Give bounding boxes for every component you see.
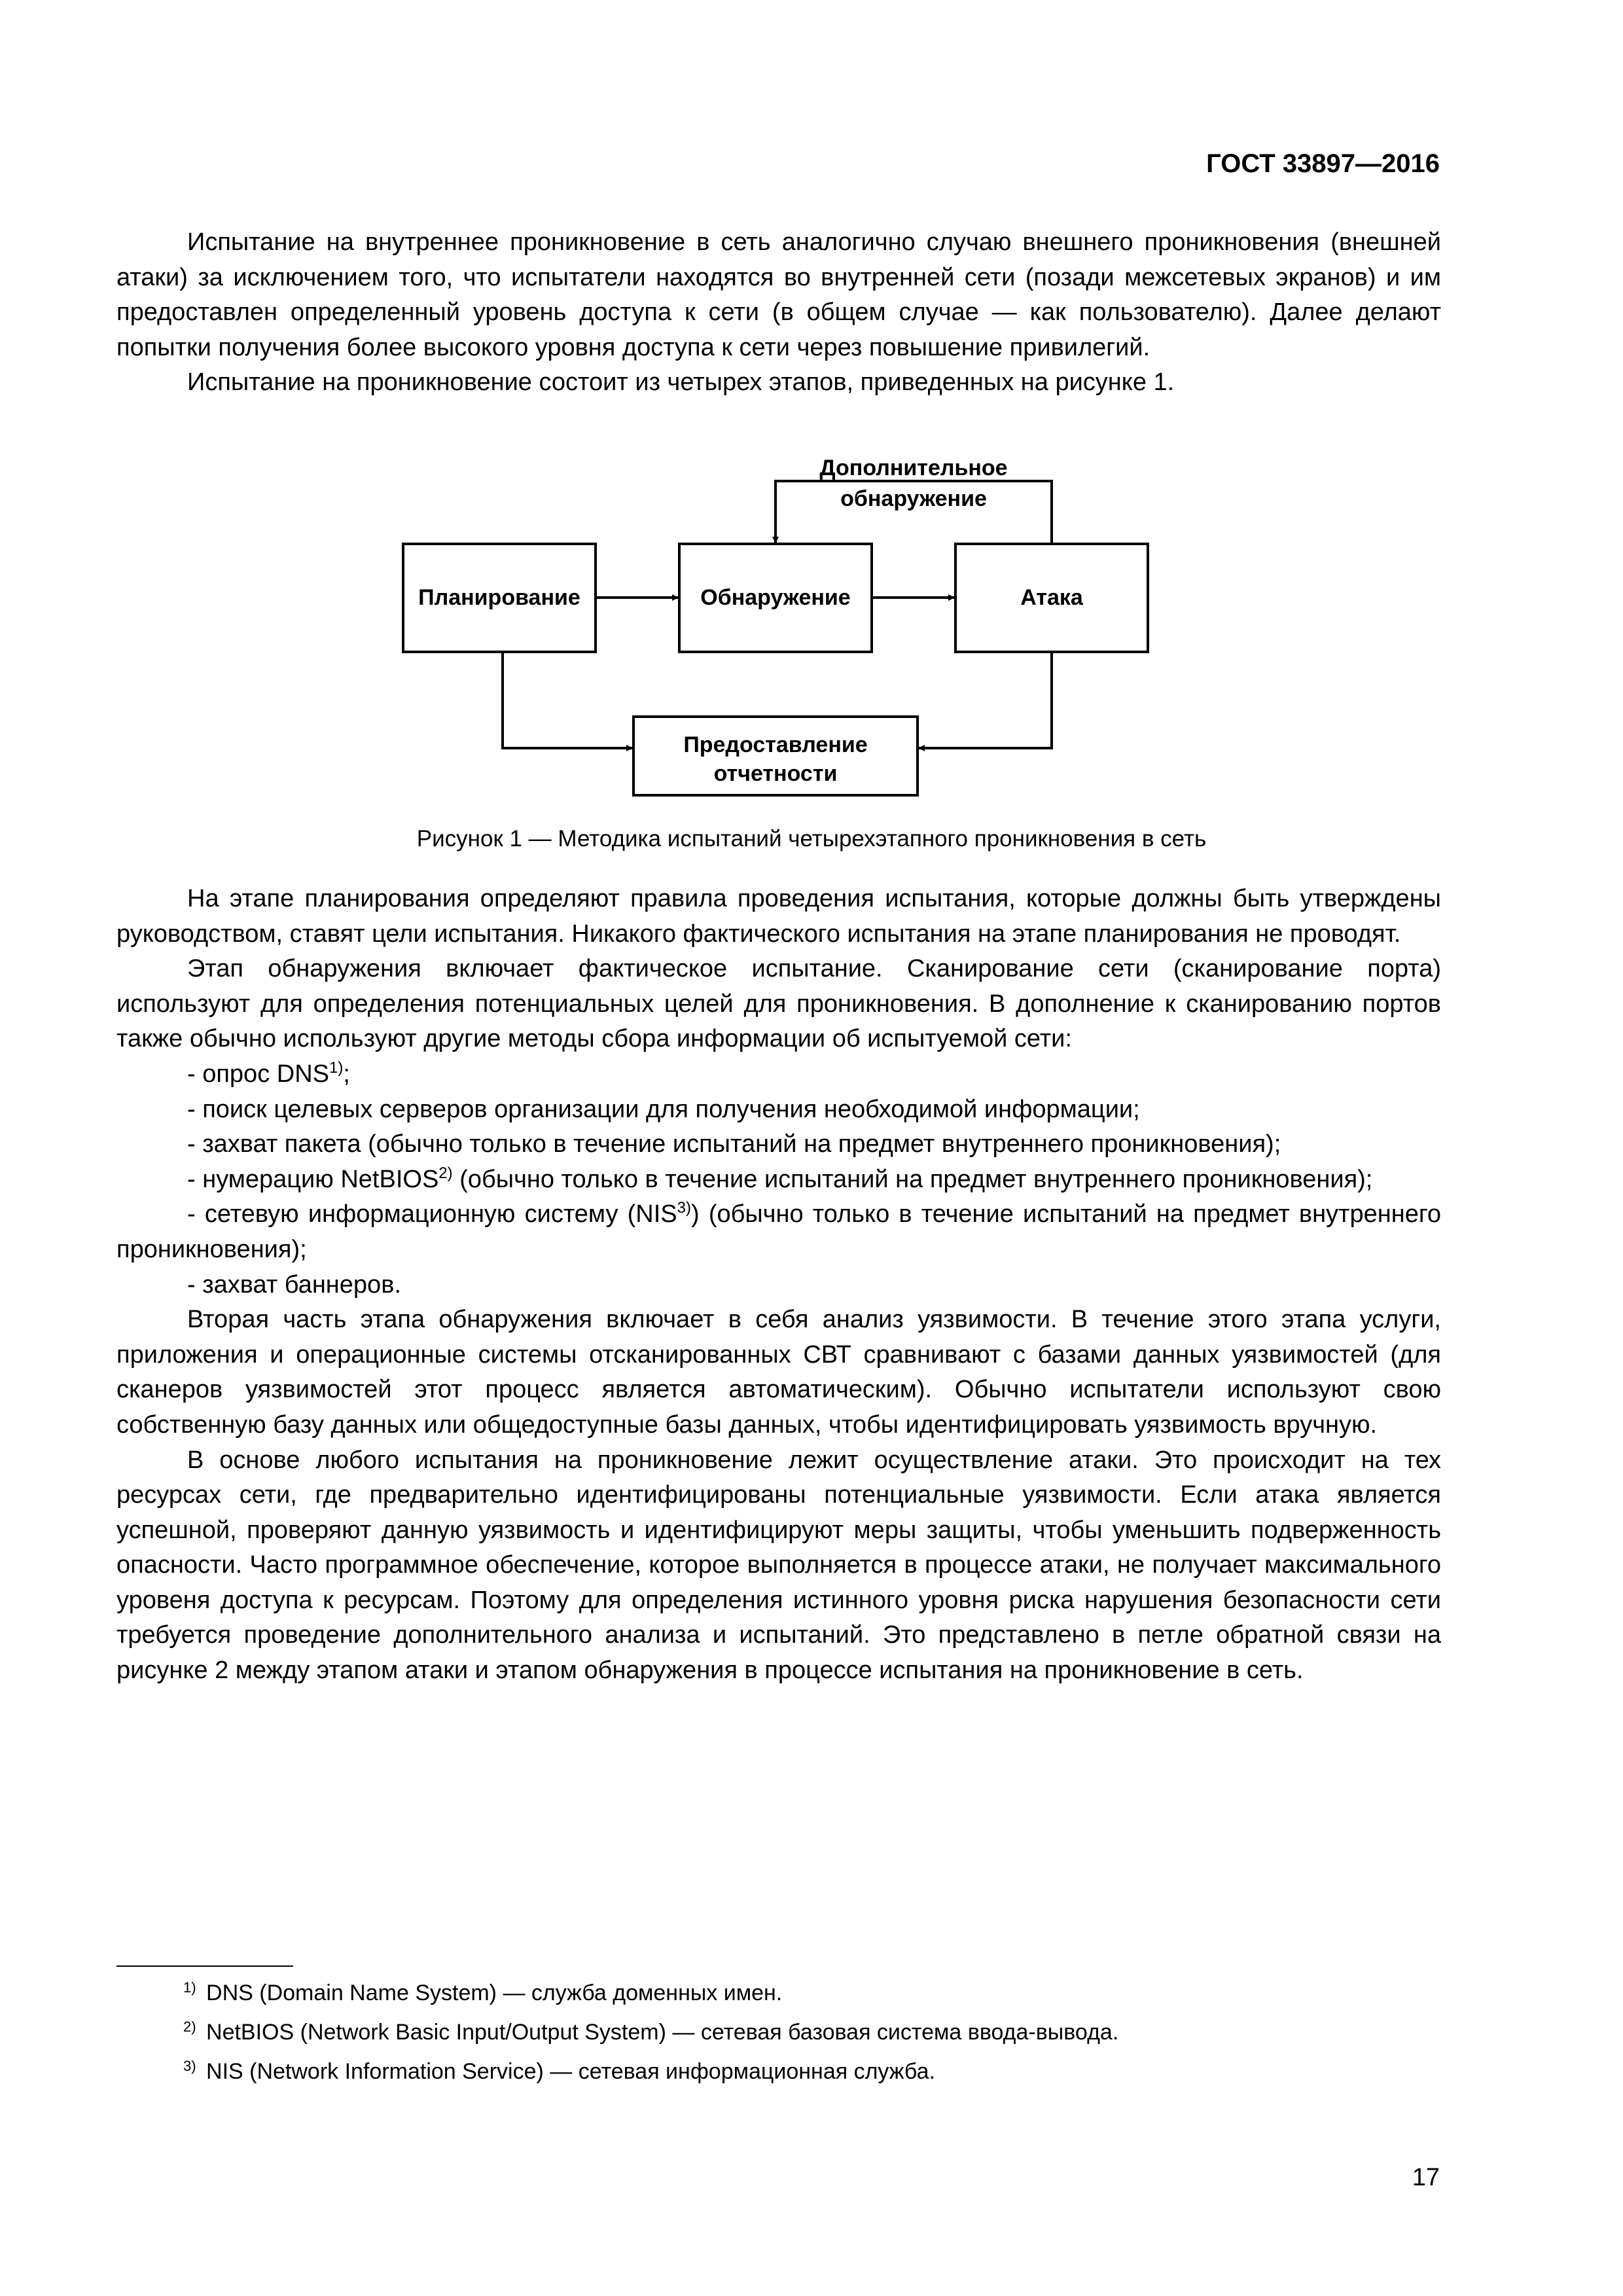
- paragraph-four-stages: Испытание на проникновение состоит из четырех этапов, приведенных на рисунке 1.: [187, 368, 1175, 397]
- footnote-2-ref: 2): [183, 2018, 196, 2035]
- list-item-nis-end: ) (обычно только в течение испытаний на предмет внутреннего проникновения);: [116, 1200, 1441, 1263]
- list-item-dns-end: ;: [343, 1060, 350, 1088]
- footnote-1: [183, 1973, 1427, 2013]
- paragraph-planning-stage: На этапе планирования определяют правила проведения испытания, которые должны быть утверждены руководством, ставят цели испытания. Никакого фактического испытания на этапе планирования не проводят.: [116, 885, 1441, 948]
- document-id: ГОСТ 33897—2016: [1206, 149, 1440, 178]
- footnote-divider: [116, 1965, 293, 1967]
- footnote-3-ref: 3): [183, 2058, 196, 2074]
- footnote-3: [183, 2052, 1427, 2091]
- planning-label: Планирование: [418, 585, 580, 610]
- list-item-search: - поиск целевых серверов организации для получения необходимой информации;: [187, 1095, 1140, 1123]
- penetration-methodology-diagram: [0, 0, 1623, 851]
- list-item-banners: - захват баннеров.: [187, 1270, 401, 1299]
- arrow-planning-to-reporting: [503, 652, 632, 748]
- reporting-label-line1: Предоставление: [683, 732, 868, 757]
- list-item-nis: [116, 1197, 1441, 1267]
- footnote-1-ref: 1): [183, 1979, 196, 1996]
- reporting-label-line2: отчетности: [713, 761, 838, 786]
- list-item-dns-text: - опрос DNS: [187, 1060, 329, 1088]
- paragraph-vulnerability-analysis: Вторая часть этапа обнаружения включает в себя анализ уязвимости. В течение этого этапа услуги, приложения и операционные системы отсканированных СВТ сравнивают с базами данных уязвимостей (для сканеров уязвимостей этот процесс является автоматическим). Обычно испытатели используют свою собственную базу данных или общедоступные базы данных, чтобы идентифицировать уязвимость вручную.: [116, 1306, 1441, 1439]
- figure-caption: Рисунок 1 — Методика испытаний четырехэтапного проникновения в сеть: [416, 826, 1207, 852]
- footnote-2: [183, 2013, 1427, 2052]
- list-item-netbios: [116, 1162, 1441, 1198]
- footnotes: [183, 1973, 1427, 2091]
- list-item-netbios-text: - нумерацию NetBIOS: [187, 1165, 439, 1193]
- page-number: 17: [1412, 2164, 1440, 2191]
- footnote-2-text: NetBIOS (Network Basic Input/Output System) — сетевая базовая система ввода-вывода.: [206, 2020, 1119, 2045]
- footnote-3-text: NIS (Network Information Service) — сетевая информационная служба.: [206, 2059, 935, 2084]
- list-item-nis-text: - сетевую информационную систему (NIS: [187, 1200, 677, 1229]
- paragraph-internal-penetration: Испытание на внутреннее проникновение в сеть аналогично случаю внешнего проникновения (внешней атаки) за исключением того, что испытатели находятся во внутренней сети (позади межсетевых экранов) и им предоставлен определенный уровень доступа к сети (в общем случае — как пользователю). Далее делают попытки получения более высокого уровня доступа к сети через повышение привилегий.: [116, 228, 1441, 361]
- footnote-1-text: DNS (Domain Name System) — служба доменных имен.: [206, 1981, 783, 2005]
- footnote-ref-1: 1): [329, 1058, 344, 1077]
- paragraph-attack-stage: В основе любого испытания на проникновение лежит осуществление атаки. Это происходит на тех ресурсах сети, где предварительно идентифицированы потенциальные уязвимости. Если атака является успешной, проверяют данную уязвимость и идентифицируют меры защиты, чтобы уменьшить подверженность опасности. Часто программное обеспечение, которое выполняется в процессе атаки, не получает максимального уровеня доступа к ресурсам. Поэтому для определения истинного уровня риска нарушения безопасности сети требуется проведение дополнительного анализа и испытаний. Это представлено в петле обратной связи на рисунке 2 между этапом атаки и этапом обнаружения в процессе испытания на проникновение в сеть.: [116, 1446, 1441, 1685]
- paragraph-discovery-stage: Этап обнаружения включает фактическое испытание. Сканирование сети (сканирование порта) используют для определения потенциальных целей для проникновения. В дополнение к сканированию портов также обычно используют другие методы сбора информации об испытуемой сети:: [116, 955, 1441, 1053]
- footnote-ref-2: 2): [438, 1164, 453, 1182]
- list-item-dns: [116, 1057, 1441, 1092]
- list-item-netbios-end: (обычно только в течение испытаний на предмет внутреннего проникновения);: [452, 1165, 1373, 1193]
- arrow-attack-to-reporting: [919, 652, 1052, 748]
- feedback-label-line2: обнаружение: [840, 486, 987, 511]
- discovery-label: Обнаружение: [700, 585, 851, 610]
- list-item-capture: - захват пакета (обычно только в течение испытаний на предмет внутреннего проникновения);: [187, 1130, 1281, 1158]
- footnote-ref-3: 3): [677, 1199, 691, 1217]
- body-section: [116, 882, 1441, 1689]
- attack-label: Атака: [1020, 585, 1083, 610]
- feedback-label-line1: Дополнительное: [819, 456, 1008, 480]
